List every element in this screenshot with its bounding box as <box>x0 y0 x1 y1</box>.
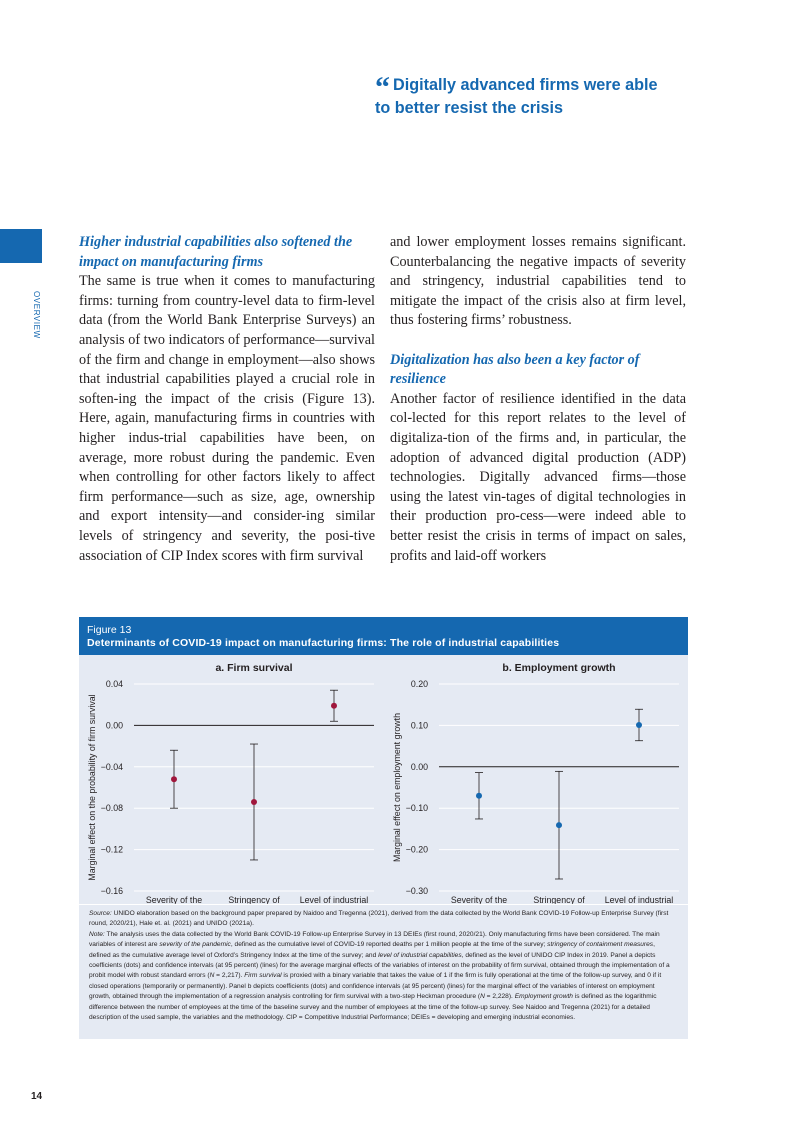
figure-header <box>79 617 688 655</box>
y-tick-label: −0.20 <box>405 844 428 855</box>
y-tick-label: 0.04 <box>105 679 123 689</box>
coefficient-point <box>476 793 482 799</box>
body-paragraph: The same is true when it comes to manufacturing firms: turning from country-level data to firm-level data (from the World Bank Enterprise Surveys) an analysis of two indicators of performance—survival of the firm and change in employment—also shows that industrial capabilities played a crucial role in soften-ing the impact of the crisis (Figure 13). Here, again, manufacturing firms in countries with higher indus-trial capabilities have been, on average, more robust during the pandemic. Even when controlling for other factors likely to affect firm performance—such as size, age, ownership and export intensity—and consider-ing similar levels of stringency and severity, the posi-tive association of CIP Index scores with firm survival <box>79 273 375 564</box>
x-tick-label: Severity of the <box>450 895 508 904</box>
figure-charts <box>79 655 688 904</box>
y-tick-label: −0.30 <box>405 886 428 896</box>
section-label: OVERVIEW <box>32 291 41 339</box>
source-text: UNIDO elaboration based on the background paper prepared by Naidoo and Tregenna (2021), derived from the data collected by the World Bank COVID-19 Follow-up Enterprise Survey (first round, 2020/21), Hale et. al. (2021) and UNIDO (2021a). <box>89 910 669 928</box>
source-note <box>89 909 678 930</box>
y-tick-label: 0.00 <box>105 720 123 731</box>
figure-13 <box>79 617 688 904</box>
figure-title: Determinants of COVID-19 impact on manufacturing firms: The role of industrial capabilities <box>87 637 560 649</box>
right-column <box>390 233 686 566</box>
left-column <box>79 233 375 566</box>
charts-svg <box>79 655 688 904</box>
x-tick-label: Stringency of <box>533 895 585 904</box>
figure-notes <box>79 905 688 1039</box>
chart-title: a. Firm survival <box>215 662 293 674</box>
pull-quote <box>375 71 675 120</box>
y-tick-label: −0.08 <box>100 803 123 814</box>
note-label: Note: <box>89 930 105 938</box>
quote-mark-icon: “ <box>375 71 390 104</box>
coefficient-point <box>331 703 337 709</box>
x-tick-label: Severity of the <box>145 895 203 904</box>
y-tick-label: −0.12 <box>100 844 123 855</box>
section-tab <box>0 229 42 263</box>
coefficient-point <box>171 776 177 782</box>
y-tick-label: −0.16 <box>100 886 123 896</box>
coefficient-point <box>636 722 642 728</box>
y-tick-label: 0.10 <box>410 720 428 731</box>
y-tick-label: 0.20 <box>410 679 428 689</box>
coefficient-point <box>251 799 257 805</box>
y-tick-label: 0.00 <box>410 761 428 772</box>
source-label: Source: <box>89 910 112 917</box>
y-axis-label: Marginal effect on the probability of firm survival <box>87 694 97 881</box>
y-tick-label: −0.10 <box>405 803 428 814</box>
x-tick-label: Level of industrial <box>299 895 369 904</box>
pull-quote-text: Digitally advanced firms were able to better resist the crisis <box>375 76 658 117</box>
body-paragraph: and lower employment losses remains significant. Counterbalancing the negative impacts of severity and stringency, industrial capabilities tend to mitigate the impact of the crisis also at firm level, thus fostering firms’ robustness. <box>390 234 686 329</box>
section-heading-industrial-capabilities: Higher industrial capabilities also softened the impact on manufacturing firms <box>79 234 353 270</box>
coefficient-point <box>556 822 562 828</box>
figure-number: Figure 13 <box>87 624 132 636</box>
page-number: 14 <box>31 1091 43 1102</box>
y-tick-label: −0.04 <box>100 761 123 772</box>
chart-title: b. Employment growth <box>502 662 616 674</box>
x-tick-label: Stringency of <box>228 895 280 904</box>
method-note: Note: The analysis uses the data collected by the World Bank COVID-19 Follow-up Enterprise Survey in 13 DEIEs (first round, 2020/21). Only manufacturing firms have been considered. The main variables of interest are severity of the pandemic, defined as the cumulative level of COVID-19 reported deaths per 1 million people at the time of the survey; stringency of containment measures, defined as the cumulative average level of Oxford’s Stringency Index at the time of the survey; and level of industrial capabilities, defined as the level of UNIDO CIP Index in 2019. Panel a depicts coefficients (dots) and confidence intervals (at 95 percent) (lines) for the average marginal effects of the variables of interest on the probability of firm survival, obtained through the implementation of a probit model with robust standard errors (N = 2,217). Firm survival is proxied with a binary variable that takes the value of 1 if the firm is fully operational at the time of the follow-up survey, and 0 if it closed operations (temporarily or permanently). Panel b depicts coefficients (dots) and confidence intervals (at 95 percent) (lines) for the marginal effect of the variables of interest on employment growth, obtained through the implementation of a regression analysis controlling for firm survival with a two-step Heckman procedure (N = 2,228). Employment growth is defined as the logarithmic difference between the number of employees at the time of the baseline survey and the number of employees at the time of the follow-up survey. See Naidoo and Tregenna (2021) for a detailed description of the used sample, the variables and the methodology. CIP = Competitive Industrial Performance; DEIEs = developing and emerging industrial economies. <box>89 930 670 1022</box>
y-axis-label: Marginal effect on employment growth <box>392 713 402 862</box>
x-tick-label: Level of industrial <box>604 895 674 904</box>
section-heading-digitalization: Digitalization has also been a key factor of resilience <box>390 351 640 388</box>
body-paragraph: Another factor of resilience identified in the data col-lected for this report relates to the level of digitaliza-tion of the firms and, in particular, the adoption of advanced digital production (ADP) technologies. Digitally advanced firms—those using the latest vin-tages of digital technologies in their production pro-cess—were indeed able to better resist the crisis in terms of impact on sales, profits and laid-off workers <box>390 390 686 564</box>
